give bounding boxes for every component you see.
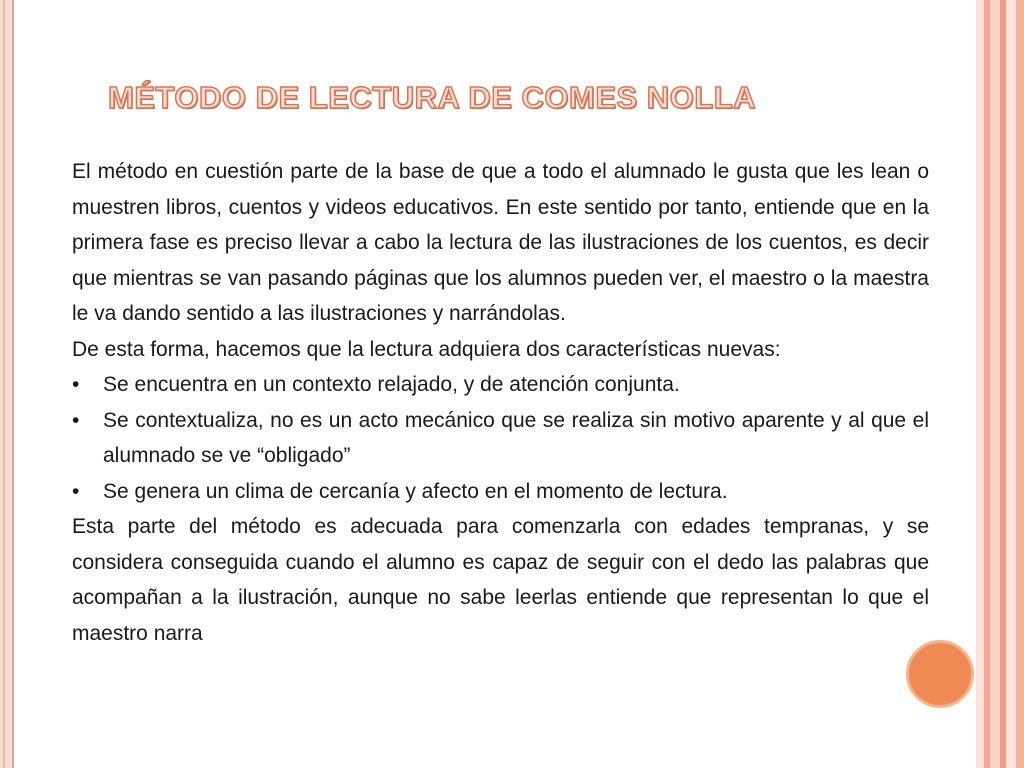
stripe	[990, 0, 1000, 768]
bullet-text: Se encuentra en un contexto relajado, y de atención conjunta.	[103, 373, 680, 396]
paragraph-conclusion: Esta parte del método es adecuada para comenzarla con edades tempranas, y se considera conseguida cuando el alumno es capaz de seguir con el dedo las palabras que acompañan a la ilustración, aunque no sabe leerlas entiende que representan lo que el maestro narra	[72, 515, 929, 645]
left-decorative-border	[0, 0, 14, 768]
bullet-item	[72, 367, 929, 403]
bullet-item	[72, 474, 929, 510]
bullet-icon: •	[72, 408, 80, 432]
paragraph-intro: El método en cuestión parte de la base de que a todo el alumnado le gusta que les lean o muestren libros, cuentos y videos educativos. En este sentido por tanto, entiende que en la primera fase es preciso llevar a cabo la lectura de las ilustraciones de los cuentos, es decir que mientras se van pasando páginas que los alumnos pueden ver, el maestro o la maestra le va dando sentido a las ilustraciones y narrándolas.	[72, 160, 929, 325]
bullet-text: Se genera un clima de cercanía y afecto en el momento de lectura.	[103, 479, 728, 503]
right-decorative-stripes	[976, 0, 1024, 768]
decorative-circle-icon	[906, 640, 974, 708]
bullet-list	[72, 367, 929, 509]
bullet-icon: •	[72, 479, 80, 503]
slide-title: MÉTODO DE LECTURA DE COMES NOLLA	[108, 80, 757, 115]
bullet-text: Se contextualiza, no es un acto mecánico que se realiza sin motivo aparente y al que el alumnado se ve “obligado”	[103, 408, 929, 467]
slide-body	[72, 154, 929, 651]
stripe	[976, 0, 984, 768]
bullet-icon: •	[72, 373, 80, 396]
stripe	[1006, 0, 1016, 768]
left-border-line	[3, 0, 5, 768]
stripe	[1016, 0, 1024, 768]
paragraph-characteristics: De esta forma, hacemos que la lectura adquiera dos características nuevas:	[72, 337, 781, 361]
bullet-item	[72, 403, 929, 474]
